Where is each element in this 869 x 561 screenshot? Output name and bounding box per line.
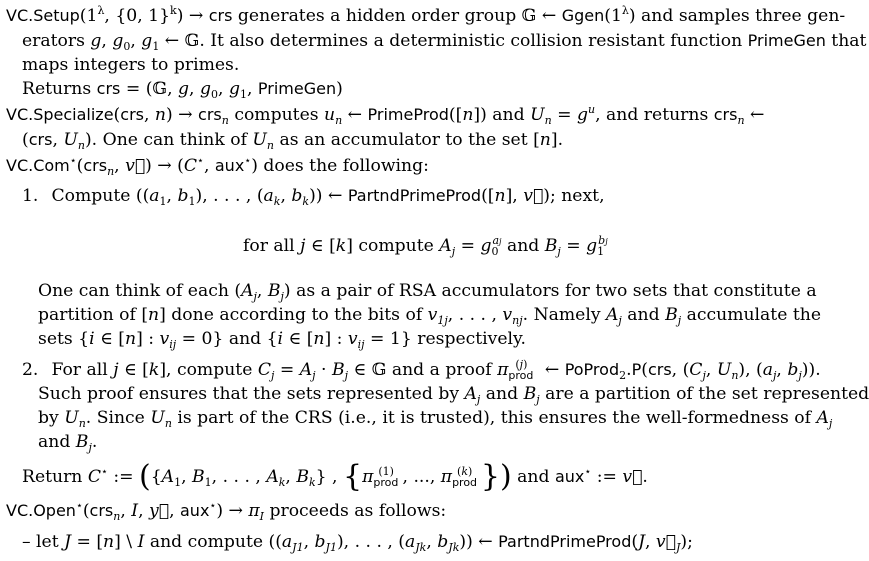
text-line-l2: erators g, $g_0$, $g_1$ ← 𝔾. It also determines a deterministic collision resistant function PrimeGen that	[22, 31, 867, 53]
text-line-l18: VC.Open⋆(crs$_n$, I, y⃗, $aux^⋆) \to \pi_I$ proceeds as follows:	[6, 499, 447, 523]
text-line-l8: 1. Compute (($a_1$, $b_1$), . . . , ($a_k$, $b_k$)) ← PartndPrimeProd([n], v⃗); next,	[22, 186, 605, 208]
text-line-l14: Such proof ensures that the sets represented by $A_j$ and $B_j$ are a partition of the set represented	[38, 384, 869, 406]
text-line-l16: and $B_j$.	[38, 432, 98, 454]
text-line-l9: for all j ∈ [k] compute $A_j = g_0^{aj}$ and $B_j = g_1^{bj}$	[243, 234, 608, 258]
text-line-l10: One can think of each ($A_j$, $B_j$) as a pair of RSA accumulators for two sets that constitute a	[38, 281, 817, 303]
text-line-l1: $VC.Setup(1^\lambda$, {0, 1}$^k$) → crs generates a hidden order group 𝔾 ← $Ggen(1^\lambda)$ and samples three gen-	[6, 4, 846, 26]
text-line-l4: Returns crs = (𝔾, g, $g_0$, $g_1$, PrimeGen)	[22, 79, 343, 101]
text-line-l6: (crs, $U_n$). One can think of $U_n$ as an accumulator to the set [n].	[22, 130, 564, 152]
text-line-l7: VC.Com⋆(crs$_n$, v⃗) → (C⋆, aux⋆) does the following:	[6, 154, 429, 178]
text-line-l19: – let J = [n] \ I and compute (($a_{J1}$, $b_{J1}$), . . . , ($a_{Jk}$, $b_{Jk}$)) ← PartndPrimeProd(J, $v⃗_J$);	[22, 532, 693, 554]
text-line-l5: VC.Specialize(crs, n) → crs$_n$ computes $u_n$ ← PrimeProd([n]) and $U_n = g^u$, and returns crs$_n$ ←	[6, 103, 765, 127]
text-line-l17: Return C⋆ := ({$A_1$, $B_1$, . . . , $A_k$, $B_k$} , {$\pi_{prod}^{(1)}$ , ..., $\pi_{prod}^{(k)}$ }) and aux⋆ := v⃗.	[22, 459, 648, 494]
text-line-l3: maps integers to primes.	[22, 55, 240, 75]
text-line-l12: sets {i ∈ [n] : $v_{ij} = 0$} and {i ∈ [n] : $v_{ij} = 1$} respectively.	[38, 329, 526, 351]
text-line-l15: by $U_n$. Since $U_n$ is part of the CRS (i.e., it is trusted), this ensures the well-formedness of $A_j$	[38, 408, 833, 430]
text-line-l13: 2. For all j ∈ [k], compute $C_j = A_j \cdot B_j$ ∈ 𝔾 and a proof $\pi_{prod}^{(j)}$ ← PoProd$_2$.P(crs, ($C_j$, $U_n$), ($a_j$, $b_j$)).	[22, 358, 821, 382]
text-line-l11: partition of [n] done according to the bits of $v_{1j}$, . . . , $v_{nj}$. Namely $A_j$ and $B_j$ accumulate the	[38, 305, 821, 327]
